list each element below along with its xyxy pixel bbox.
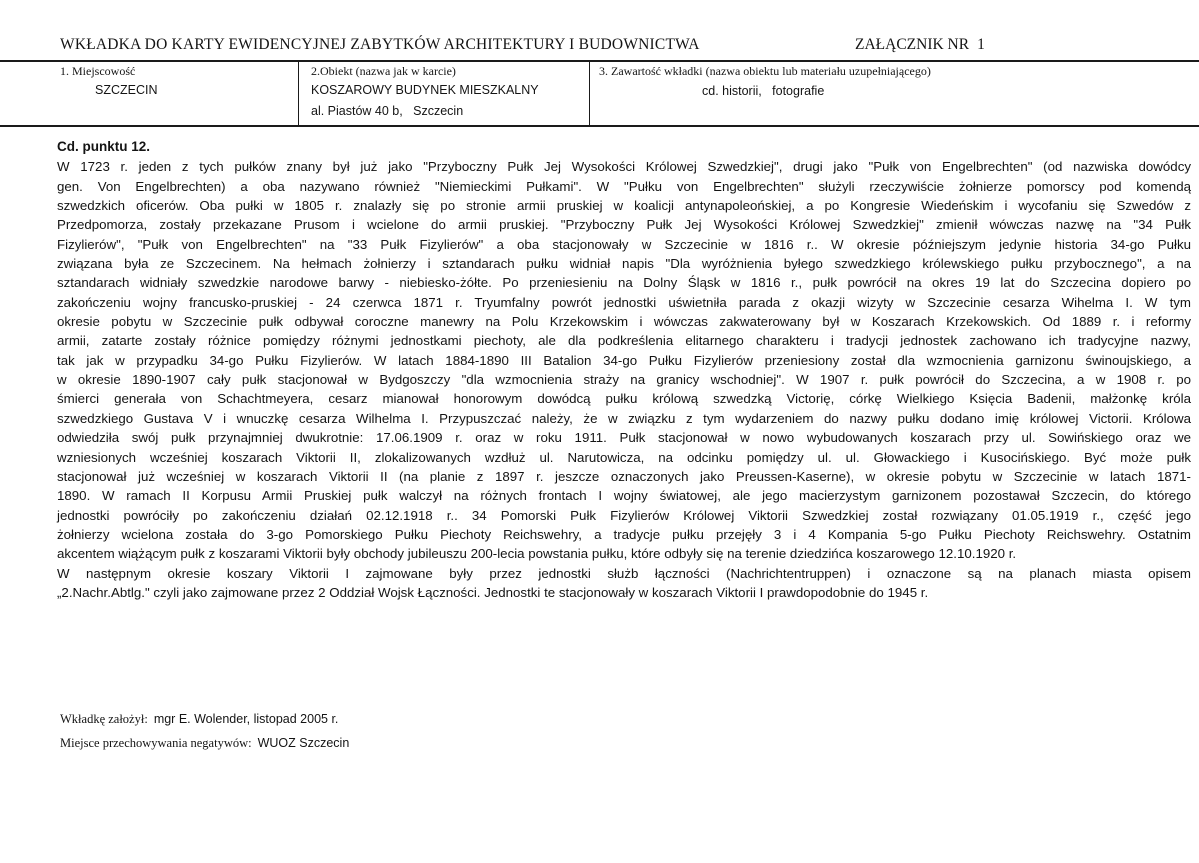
text-line: stacjonował już wcześniej w koszarach Viktorii II (na planie z 1897 r. jeszcze oznaczonych jako Preussen-Kaserne), w okresie pobytu w Szczecinie w latach 1871- xyxy=(57,468,1191,484)
object-name: KOSZAROWY BUDYNEK MIESZKALNY xyxy=(311,83,539,97)
text-line: w okresie 1890-1907 cały pułk stacjonował w Bydgoszczy "dla wzmocnienia straży na granicy wschodniej". W 1907 r. pułk powrócił do Szczecina, a w 1908 r. po xyxy=(57,372,1191,388)
text-line: W 1723 r. jeden z tych pułków znany był już jako "Przyboczny Pułk Jej Wysokości Królowej Szwedzkiej", drugi jako "Pułk von Engelbrechten" (od nazwiska dowódcy xyxy=(57,159,1191,175)
text-line: szwedzkich oficerów. Oba pułki w 1805 r. znalazły się po stronie armii pruskiej w koalicji antynapoleońskiej, a po Kongresie Wiedeńskim i wycofaniu się Szwedów z xyxy=(57,198,1191,214)
column-divider-2 xyxy=(589,61,590,126)
text-line: szwedzkiego Gustava V i wnuczkę cesarza Wilhelma I. Przypuszczać należy, że w związku z tym wydarzeniem do nazwy pułku dodano imię królowej Victorii. Królowa xyxy=(57,410,1191,426)
table-top-rule xyxy=(0,60,1199,62)
text-line: akcentem wiążącym pułk z koszarami Viktorii były obchody jubileuszu 200-lecia powstania pułku, które odbyły się na terenie dziedzińca koszarowego 12.10.1920 r. xyxy=(57,546,1017,562)
table-bottom-rule xyxy=(0,125,1199,127)
text-line: jednostki powróciły po zakończeniu działań 02.12.1918 r.. 34 Pomorski Pułk Fizylierów Królowej Viktorii Szwedzkiej został rozwiązany 01.05.1919 r., część jego xyxy=(57,507,1191,523)
text-line: 1890. W ramach II Korpusu Armii Pruskiej pułk walczył na różnych frontach I wojny światowej, ale jego macierzystym garnizonem pozostawał Szczecin, do którego xyxy=(57,488,1191,504)
annex-label xyxy=(855,36,985,54)
negatives-value: WUOZ Szczecin xyxy=(257,736,350,750)
annex-label-text: ZAŁĄCZNIK NR xyxy=(855,36,970,53)
contents-label: 3. Zawartość wkładki (nazwa obiektu lub materiału uzupełniającego) xyxy=(599,64,931,78)
author-label: Wkładkę założył: xyxy=(60,712,148,726)
text-line: odwiedziła swój pułk przynajmniej dwukrotnie: 17.06.1909 r. oraz w roku 1911. Pułk stacjonował w nowo wybudowanych koszarach przy ul. Sowińskiego oraz we xyxy=(57,430,1191,446)
annex-number: 1 xyxy=(977,36,985,53)
text-line: żołnierzy wcielona została do 3-go Pomorskiego Pułku Piechoty Reichswehry, a tradycje pułku przejęły 3 i 4 Kompania 5-go Pułku Piechoty Reichswehry. Ostatnim xyxy=(57,526,1191,542)
locality-label: 1. Miejscowość xyxy=(60,64,136,78)
text-line: sztandarach widniały szwedzkie narodowe barwy - niebiesko-żółte. Po przeniesieniu na Dolny Śląsk w 1816 r., pułk powrócił na okres 19 lat do Szczecina dopiero po xyxy=(57,275,1191,291)
text-line: wzniesionych wcześniej koszarach Viktorii II, zlokalizowanych wzdłuż ul. Narutowicza, na odcinku pomiędzy ul. ul. Głowackiego i Kusocińskiego. Być może pułk xyxy=(57,449,1191,465)
text-line: gen. Von Engelbrechten) a oba nazywano również "Niemieckimi Pułkami". W "Pułku von Engelbrechten" służyli rzeczywiście żołnierze pomorscy pod komendą xyxy=(57,178,1191,194)
text-line: W następnym okresie koszary Viktorii I zajmowane były przez jednostki służb łączności (Nachrichtentruppen) i oznaczone są na planach miasta opisem xyxy=(57,565,1191,581)
contents-value: cd. historii, fotografie xyxy=(702,84,825,98)
author-value: mgr E. Wolender, listopad 2005 r. xyxy=(153,712,339,726)
negatives-row xyxy=(60,736,349,751)
author-row xyxy=(60,712,338,727)
text-line: tak jak w przypadku 34-go Pułku Fizylierów. W latach 1884-1890 III Batalion 34-go Pułku Fizylierów przeniesiony został dla wzmocnienia garnizonu świnoujskiego, a xyxy=(57,352,1191,368)
section-heading: Cd. punktu 12. xyxy=(57,139,151,154)
locality-value: SZCZECIN xyxy=(95,83,158,97)
object-address: al. Piastów 40 b, Szczecin xyxy=(311,104,464,118)
text-line: Fizylierów", "Pułk von Engelbrechten" na "33 Pułk Fizylierów" a oba stacjonowały w Szczecinie w 1816 r.. W okresie późniejszym jedynie historia 34-go Pułku xyxy=(57,236,1191,252)
column-divider-1 xyxy=(298,61,299,126)
object-label: 2.Obiekt (nazwa jak w karcie) xyxy=(311,64,456,78)
document-title: WKŁADKA DO KARTY EWIDENCYJNEJ ZABYTKÓW ARCHITEKTURY I BUDOWNICTWA xyxy=(60,36,700,53)
history-text xyxy=(57,137,1191,602)
negatives-label: Miejsce przechowywania negatywów: xyxy=(60,736,252,750)
text-line: „2.Nachr.Abtlg." czyli jako zajmowane przez 2 Oddział Wojsk Łączności. Jednostki te stacjonowały w koszarach Viktorii I prawdopodobnie do 1945 r. xyxy=(57,584,929,600)
text-line: okresie pobytu w Szczecinie pułk odbywał coroczne manewry na Polu Krzekowskim i wówczas zakwaterowany był w Koszarach Krzekowskich. Od 1889 r. i reformy xyxy=(57,314,1191,330)
text-line: śmierci generała von Schachtmeyera, cesarz mianował honorowym dowódcą pułku królową szwedzką Victorię, córkę Wielkiego Księcia Badenii, małżonkę króla xyxy=(57,391,1191,407)
text-line: związana była ze Szczecinem. Na hełmach żołnierzy i sztandarach pułku widniał napis "Dla wyróżnienia byłego szwedzkiego królewskiego pułku przybocznego", a na xyxy=(57,256,1191,272)
text-line: zakończeniu wojny francusko-pruskiej - 24 czerwca 1871 r. Tryumfalny powrót jednostki uświetniła parada z okazji wizyty w Szczecinie cesarza Wihelma I. W tym xyxy=(57,294,1191,310)
text-line: Przedpomorza, zostały przekazane Prusom i wcielone do armii pruskiej. "Przyboczny Pułk Jej Wysokości Królowej Szwedzkiej" zmienił wówczas nazwę na "34 Pułk xyxy=(57,217,1191,233)
text-line: armii, zatarte zostały różnice pomiędzy różnymi jednostkami piechoty, ale dla podkreślenia elitarnego charakteru i tradycji jednostek zachowano ich tradycyjne nazwy, xyxy=(57,333,1191,349)
